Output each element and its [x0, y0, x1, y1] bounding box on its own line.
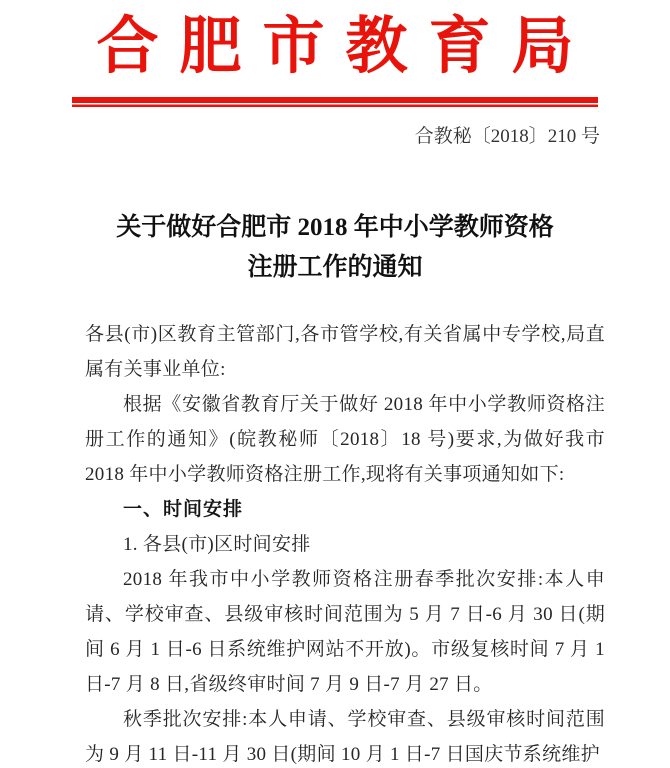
- document-title: [40, 208, 630, 288]
- body-paragraph: 一、时间安排: [123, 499, 244, 520]
- body-paragraph: 秋季批次安排:本人申请、学校审查、县级审核时间范围为 9 月 11 日-11 月 30 日(期间 10 月 1 日-7 日国庆节系统维护: [85, 709, 605, 765]
- document-body: [0, 317, 670, 768]
- body-paragraph: 各县(市)区教育主管部门,各市管学校,有关省属中专学校,局直属有关事业单位:: [85, 324, 605, 380]
- body-paragraph: 根据《安徽省教育厅关于做好 2018 年中小学教师资格注册工作的通知》(皖教秘师〔2018〕18 号)要求,为做好我市 2018 年中小学教师资格注册工作,现将有关事项通知如下:: [85, 394, 605, 485]
- red-divider-rule: [72, 97, 598, 107]
- document-title-line1: 关于做好合肥市 2018 年中小学教师资格: [116, 214, 554, 241]
- agency-title: 合肥市教育局: [96, 13, 595, 81]
- document-title-line2: 注册工作的通知: [247, 254, 423, 281]
- doc-number: 合教秘〔2018〕210 号: [414, 126, 600, 147]
- body-paragraph: 1. 各县(市)区时间安排: [123, 534, 311, 555]
- letterhead: [0, 12, 670, 150]
- body-paragraph: 2018 年我市中小学教师资格注册春季批次安排:本人申请、学校审查、县级审核时间范围为 5 月 7 日-6 月 30 日(期间 6 月 1 日-6 日系统维护网站不开放)。市级复核时间 7 月 1 日-7 月 8 日,省级终审时间 7 月 9 日-7 月 27 日。: [85, 569, 605, 695]
